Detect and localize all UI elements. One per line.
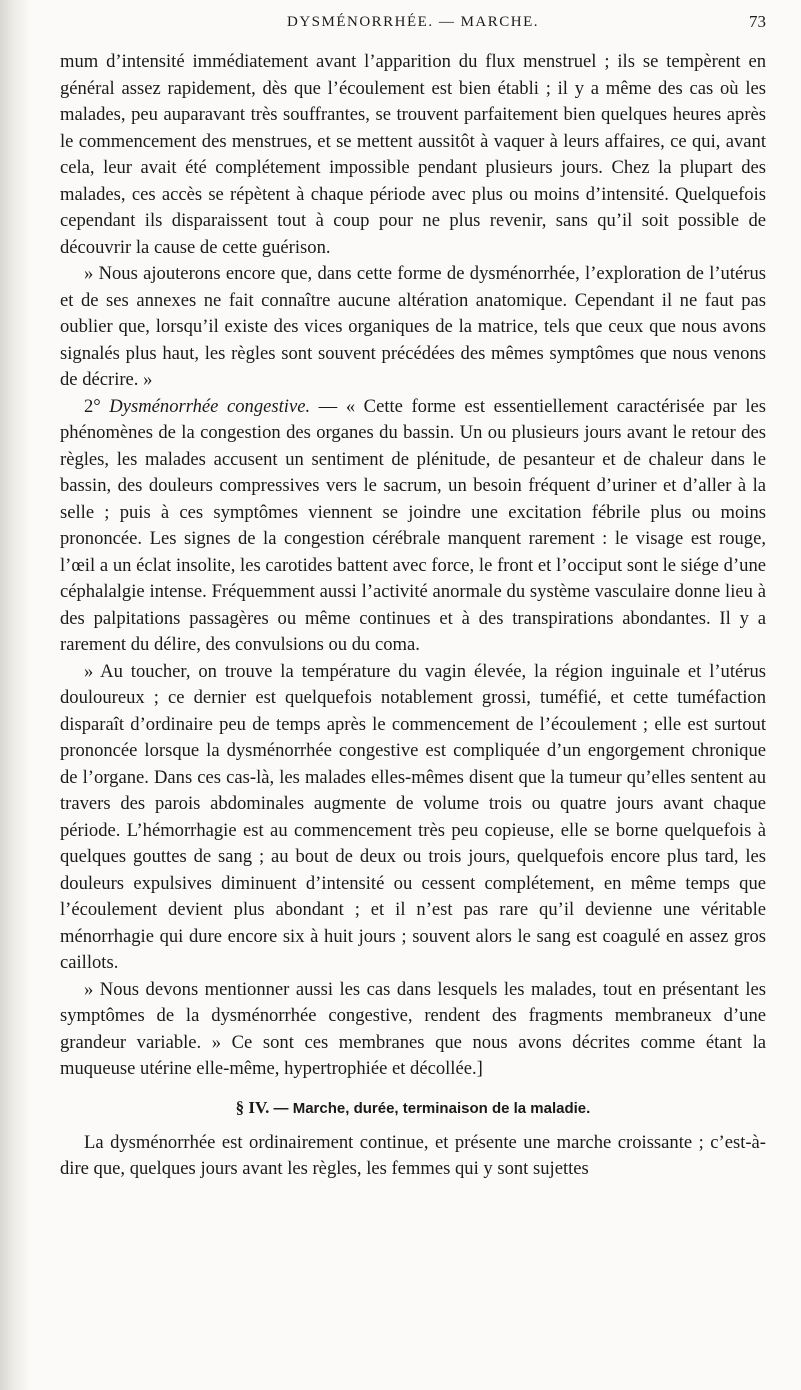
- paragraph-1: mum d’intensité immédiatement avant l’apparition du flux menstruel ; ils se tempèrent en général assez rapidement, dès que l’écoulement est bien établi ; il y a même des cas où les malades, peu auparavant très souffrantes, se trouvent parfaitement bien quelques heures après le commencement des menstrues, et se mettent aussitôt à vaquer à leurs affaires, ce qui, avant cela, leur avait été complétement impossible pendant plusieurs jours. Chez la plupart des malades, ces accès se répètent à chaque période avec plus ou moins d’intensité. Quelquefois cependant ils disparaissent tout à coup pour ne plus revenir, sans qu’il soit possible de découvrir la cause de cette guérison.: [60, 51, 766, 258]
- page-number: 73: [749, 12, 766, 31]
- paragraph-3-number: 2°: [84, 395, 101, 417]
- paragraph-5: » Nous devons mentionner aussi les cas dans lesquels les malades, tout en présentant les symptômes de la dysménorrhée congestive, rendent des fragments membraneux d’une grandeur variable. » Ce sont ces membranes que nous avons décrites comme étant la muqueuse utérine elle-même, hypertrophiée et décollée.]: [60, 978, 766, 1079]
- paragraph-4: » Au toucher, on trouve la température du vagin élevée, la région inguinale et l’utérus douloureux ; ce dernier est quelquefois notablement grossi, tuméfié, et cette tuméfaction disparaît d’ordinaire peu de temps après le commencement de l’écoulement ; elle est surtout prononcée lorsque la dysménorrhée congestive est compliquée d’un engorgement chronique de l’organe. Dans ces cas-là, les malades elles-mêmes disent que la tumeur qu’elles sentent au travers des parois abdominales augmente de volume trois ou quatre jours avant chaque période. L’hémorrhagie est au commencement très peu copieuse, elle se borne quelquefois à quelques gouttes de sang ; au bout de deux ou trois jours, quelquefois encore plus tard, les douleurs expulsives diminuent d’intensité ou cessent complétement, en même temps que l’écoulement devient plus abondant ; et il n’est pas rare qu’il devienne une véritable ménorrhagie qui dure encore six à huit jours ; souvent alors le sang est coagulé en assez gros caillots.: [60, 660, 766, 973]
- running-head: [60, 10, 766, 38]
- section-title: — Marche, durée, terminaison de la maladie.: [273, 1099, 591, 1117]
- paragraph-3-title: Dysménorrhée congestive.: [109, 395, 311, 417]
- text-block: [60, 49, 766, 1183]
- section-symbol: § IV.: [235, 1097, 270, 1117]
- paragraph-3-text: — « Cette forme est essentiellement caractérisée par les phénomènes de la congestion des organes du bassin. Un ou plusieurs jours avant le retour des règles, les malades accusent un sentiment de plénitude, de pesanteur et de chaleur dans le bassin, des douleurs compressives vers le sacrum, un besoin fréquent d’uriner et d’aller à la selle ; puis à ces symptômes viennent se joindre une excitation fébrile plus ou moins prononcée. Les signes de la congestion cérébrale manquent rarement : le visage est rouge, l’œil a un éclat insolite, les carotides battent avec force, le front et l’occiput sont le siége d’une céphalalgie intense. Fréquemment aussi l’activité anormale du système vasculaire donne lieu à des palpitations passagères ou même continues et à des transpirations abondantes. Il y a rarement du délire, des convulsions ou du coma.: [60, 395, 767, 655]
- section-heading: [60, 1098, 766, 1119]
- paragraph-2: » Nous ajouterons encore que, dans cette forme de dysménorrhée, l’exploration de l’utérus et de ses annexes ne fait connaître aucune altération anatomique. Cependant il ne faut pas oublier que, lorsqu’il existe des vices organiques de la matrice, tels que ceux que nous avons signalés plus haut, les règles sont souvent précédées des mêmes symptômes que nous venons de décrire. »: [60, 263, 766, 390]
- binding-shadow: [0, 0, 30, 1390]
- paragraph-6: La dysménorrhée est ordinairement continue, et présente une marche croissante ; c’est-à-dire que, quelques jours avant les règles, les femmes qui y sont sujettes: [60, 1131, 766, 1179]
- paragraph-3: [60, 394, 766, 659]
- running-head-title: DYSMÉNORRHÉE. — MARCHE.: [286, 14, 539, 30]
